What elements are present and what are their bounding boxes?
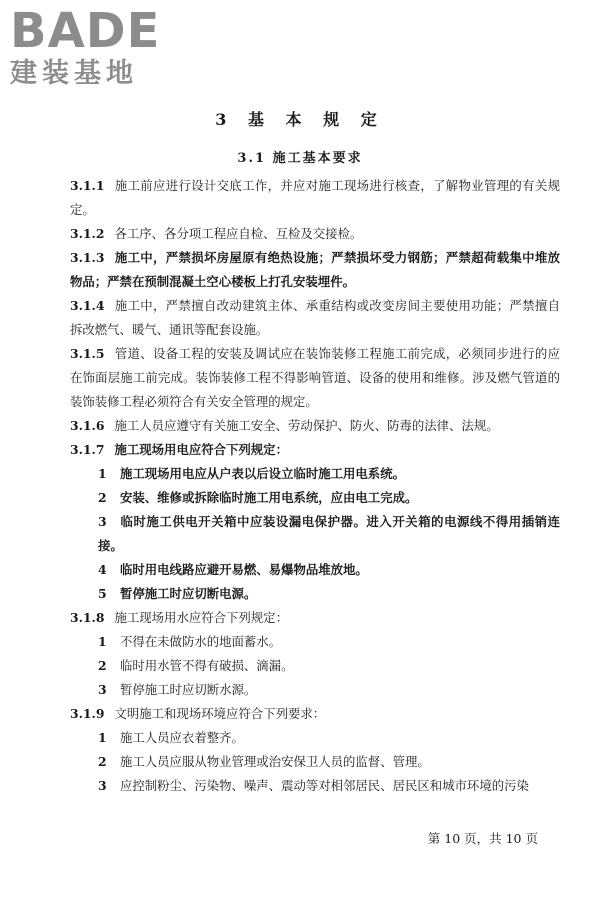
item-text: 施工人员应衣着整齐。 bbox=[120, 730, 244, 745]
list-item-3-1-7-2 bbox=[70, 486, 560, 510]
item-number: 2 bbox=[98, 754, 107, 769]
list-item-3-1-8-3 bbox=[70, 678, 560, 702]
clause-number: 3.1.2 bbox=[70, 226, 105, 241]
clause-number: 3.1.8 bbox=[70, 610, 105, 625]
page-footer: 第 10 页，共 10 页 bbox=[427, 831, 538, 846]
item-text: 暂停施工时应切断电源。 bbox=[120, 586, 257, 601]
clause-text: 施工中，严禁擅自改动建筑主体、承重结构或改变房间主要使用功能；严禁擅自拆改燃气、暖气、通讯等配套设施。 bbox=[70, 298, 560, 337]
clause-text: 施工人员应遵守有关施工安全、劳动保护、防火、防毒的法律、法规。 bbox=[114, 418, 499, 433]
list-item-3-1-8-1 bbox=[70, 630, 560, 654]
list-item-3-1-9-3 bbox=[70, 774, 560, 798]
item-number: 3 bbox=[98, 778, 107, 793]
clause-number: 3.1.4 bbox=[70, 298, 105, 313]
clause-text: 各工序、各分项工程应自检、互检及交接检。 bbox=[114, 226, 363, 241]
item-text: 临时用水管不得有破损、滴漏。 bbox=[120, 658, 294, 673]
logo-main-text: BADE bbox=[10, 3, 161, 59]
clause-number: 3.1.7 bbox=[70, 442, 105, 457]
section-title: 3.1 施工基本要求 bbox=[237, 151, 363, 166]
item-text: 暂停施工时应切断水源。 bbox=[120, 682, 257, 697]
clause-3-1-6 bbox=[70, 414, 560, 438]
item-number: 1 bbox=[98, 730, 107, 745]
item-text: 施工现场用电应从户表以后设立临时施工用电系统。 bbox=[120, 466, 405, 481]
list-item-3-1-7-4 bbox=[70, 558, 560, 582]
clause-text: 施工现场用水应符合下列规定： bbox=[114, 610, 288, 625]
chapter-title: 3 基 本 规 定 bbox=[215, 110, 385, 129]
clause-number: 3.1.9 bbox=[70, 706, 105, 721]
item-number: 1 bbox=[98, 466, 107, 481]
document-body bbox=[70, 174, 560, 798]
item-number: 5 bbox=[98, 586, 107, 601]
clause-text: 文明施工和现场环境应符合下列要求： bbox=[114, 706, 326, 721]
clause-3-1-9 bbox=[70, 702, 560, 726]
logo bbox=[10, 3, 180, 90]
item-text: 应控制粉尘、污染物、噪声、震动等对相邻居民、居民区和城市环境的污染 bbox=[120, 778, 529, 793]
list-item-3-1-9-2 bbox=[70, 750, 560, 774]
list-item-3-1-9-1 bbox=[70, 726, 560, 750]
list-item-3-1-7-3 bbox=[70, 510, 560, 558]
clause-text: 施工现场用电应符合下列规定： bbox=[114, 442, 288, 457]
item-number: 3 bbox=[98, 682, 107, 697]
item-text: 不得在未做防水的地面蓄水。 bbox=[120, 634, 282, 649]
clause-text: 施工前应进行设计交底工作，并应对施工现场进行核查，了解物业管理的有关规定。 bbox=[70, 178, 560, 217]
item-number: 2 bbox=[98, 658, 107, 673]
clause-3-1-3 bbox=[70, 246, 560, 294]
item-text: 临时用电线路应避开易燃、易爆物品堆放地。 bbox=[120, 562, 368, 577]
item-number: 2 bbox=[98, 490, 107, 505]
clause-3-1-4 bbox=[70, 294, 560, 342]
clause-3-1-5 bbox=[70, 342, 560, 414]
clause-3-1-8 bbox=[70, 606, 560, 630]
clause-3-1-1 bbox=[70, 174, 560, 222]
list-item-3-1-8-2 bbox=[70, 654, 560, 678]
item-number: 3 bbox=[98, 514, 107, 529]
clause-3-1-7 bbox=[70, 438, 560, 462]
clause-text: 管道、设备工程的安装及调试应在装饰装修工程施工前完成，必须同步进行的应在饰面层施工前完成。装饰装修工程不得影响管道、设备的使用和维修。涉及燃气管道的装饰装修工程必须符合有关安全管理的规定。 bbox=[70, 346, 560, 409]
item-text: 安装、维修或拆除临时施工用电系统，应由电工完成。 bbox=[120, 490, 418, 505]
clause-number: 3.1.1 bbox=[70, 178, 105, 193]
clause-number: 3.1.5 bbox=[70, 346, 105, 361]
list-item-3-1-7-5 bbox=[70, 582, 560, 606]
item-number: 1 bbox=[98, 634, 107, 649]
clause-number: 3.1.3 bbox=[70, 250, 105, 265]
clause-text: 施工中，严禁损坏房屋原有绝热设施；严禁损坏受力钢筋；严禁超荷载集中堆放物品；严禁在预制混凝土空心楼板上打孔安装埋件。 bbox=[70, 250, 560, 289]
item-text: 施工人员应服从物业管理或治安保卫人员的监督、管理。 bbox=[120, 754, 430, 769]
item-text: 临时施工供电开关箱中应装设漏电保护器。进入开关箱的电源线不得用插销连接。 bbox=[98, 514, 560, 553]
clause-number: 3.1.6 bbox=[70, 418, 105, 433]
list-item-3-1-7-1 bbox=[70, 462, 560, 486]
clause-3-1-2 bbox=[70, 222, 560, 246]
logo-sub-text: 建装基地 bbox=[10, 58, 138, 89]
item-number: 4 bbox=[98, 562, 107, 577]
